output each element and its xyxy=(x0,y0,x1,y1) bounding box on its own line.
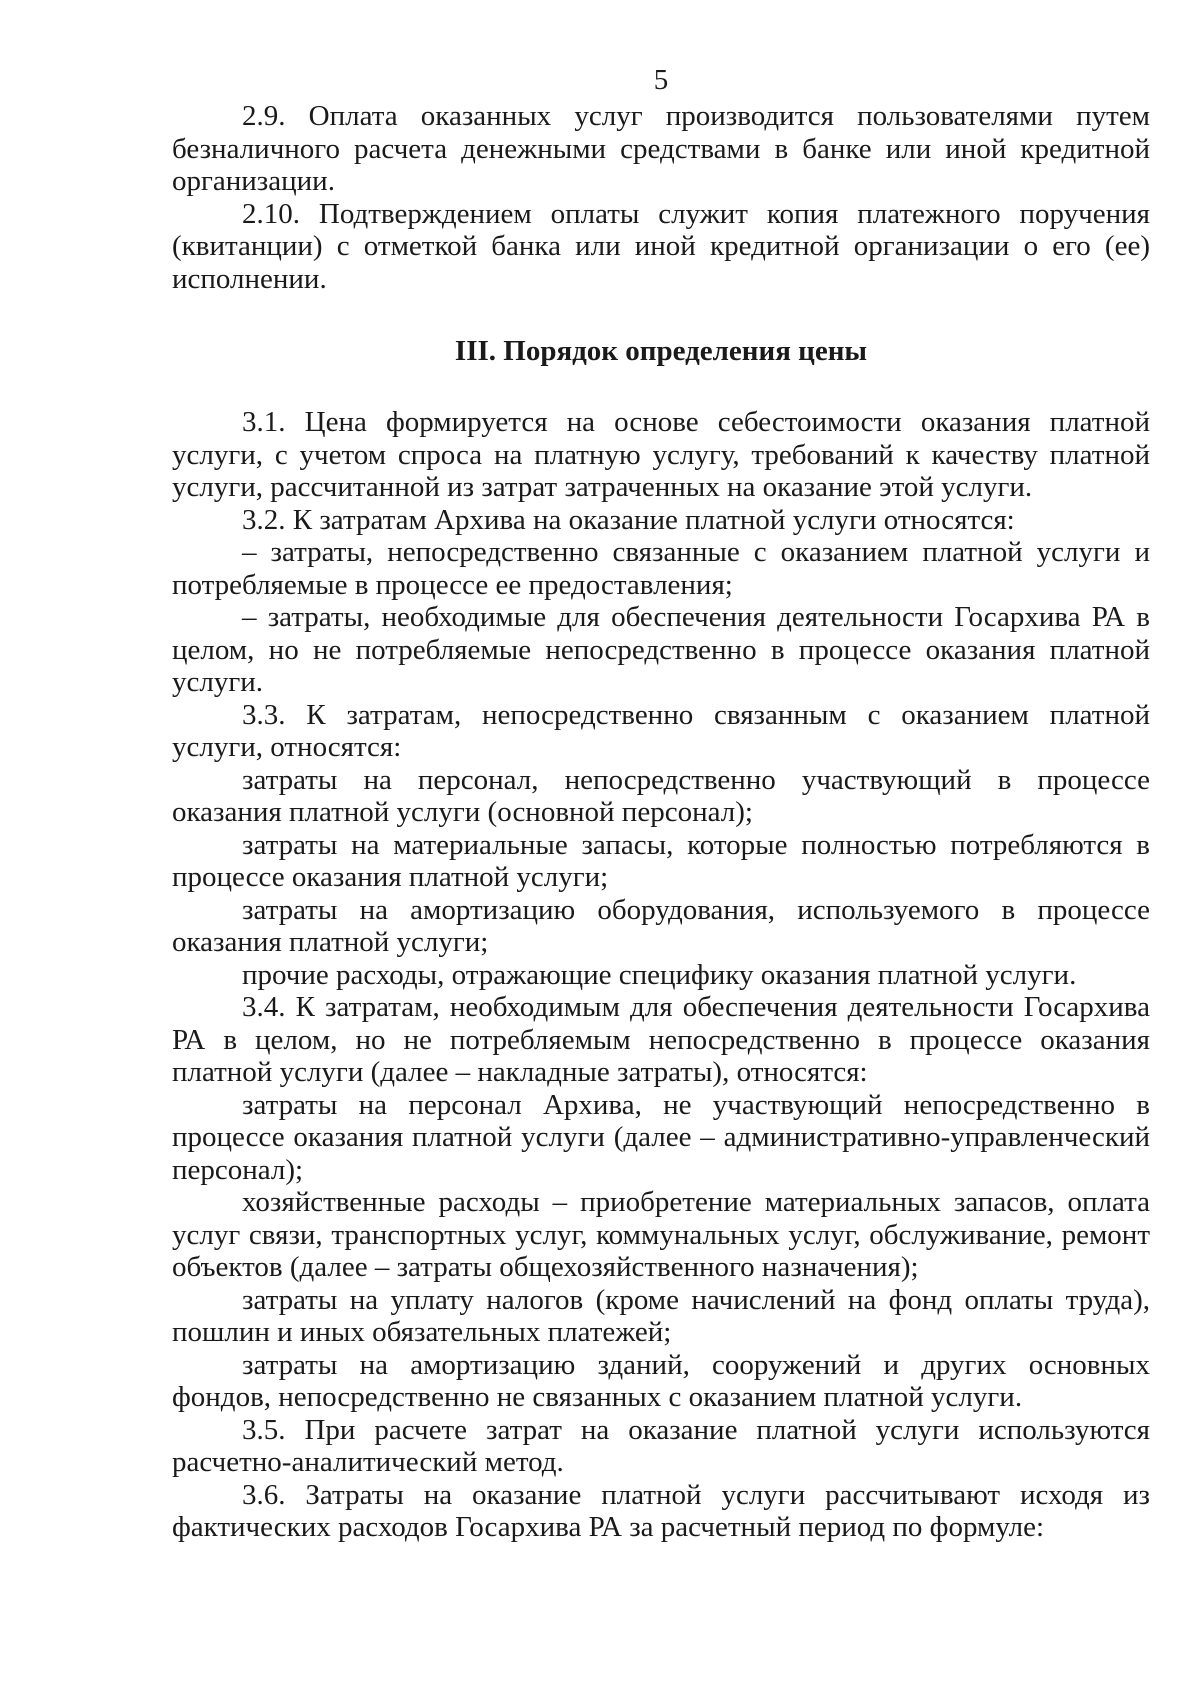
document-page xyxy=(172,64,1150,1544)
paragraph-3-1: 3.1. Цена формируется на основе себестоимости оказания платной услуги, с учетом спроса на платную услугу, требований к качеству платной услуги, рассчитанной из затрат затраченных на оказание этой услуги. xyxy=(172,406,1150,503)
paragraph-3-6: 3.6. Затраты на оказание платной услуги рассчитывают исходя из фактических расходов Госархива РА за расчетный период по формуле: xyxy=(172,1478,1150,1543)
paragraph-3-2: 3.2. К затратам Архива на оказание платной услуги относятся: xyxy=(242,503,1015,536)
list-item-personnel-costs: затраты на персонал, непосредственно участвующий в процессе оказания платной услуги (основной персонал); xyxy=(172,763,1150,828)
section-heading: III. Порядок определения цены xyxy=(454,335,868,367)
paragraph-2-9: 2.9. Оплата оказанных услуг производится пользователями путем безналичного расчета денежными средствами в банке или иной кредитной организации. xyxy=(172,100,1150,197)
list-item-taxes: затраты на уплату налогов (кроме начислений на фонд оплаты труда), пошлин и иных обязательных платежей; xyxy=(172,1283,1150,1348)
paragraph-3-4: 3.4. К затратам, необходимым для обеспечения деятельности Госархива РА в целом, но не потребляемым непосредственно в процессе оказания платной услуги (далее – накладные затраты), относятся: xyxy=(172,991,1150,1088)
list-item-buildings-amortization: затраты на амортизацию зданий, сооружений и других основных фондов, непосредственно не связанных с оказанием платной услуги. xyxy=(172,1348,1150,1413)
list-item-admin-personnel: затраты на персонал Архива, не участвующий непосредственно в процессе оказания платной услуги (далее – административно-управленческий персонал); xyxy=(172,1088,1150,1186)
list-item-general-costs: – затраты, необходимые для обеспечения деятельности Госархива РА в целом, но не потребляемые непосредственно в процессе оказания платной услуги. xyxy=(172,601,1150,698)
paragraph-3-3: 3.3. К затратам, непосредственно связанным с оказанием платной услуги, относятся: xyxy=(172,698,1150,763)
list-item-equipment-amortization: затраты на амортизацию оборудования, используемого в процессе оказания платной услуги; xyxy=(172,893,1150,958)
list-item-materials-costs: затраты на материальные запасы, которые полностью потребляются в процессе оказания платной услуги; xyxy=(172,828,1150,893)
paragraph-2-10: 2.10. Подтверждением оплаты служит копия платежного поручения (квитанции) с отметкой банка или иной кредитной организации о его (ее) исполнении. xyxy=(172,197,1150,295)
paragraph-3-5: 3.5. При расчете затрат на оказание платной услуги используются расчетно-аналитический метод. xyxy=(172,1413,1150,1478)
list-item-household-expenses: хозяйственные расходы – приобретение материальных запасов, оплата услуг связи, транспортных услуг, коммунальных услуг, обслуживание, ремонт объектов (далее – затраты общехозяйственного назначения); xyxy=(172,1186,1150,1283)
list-item-other-expenses: прочие расходы, отражающие специфику оказания платной услуги. xyxy=(242,958,1077,991)
page-number: 5 xyxy=(653,64,669,96)
list-item-direct-costs: – затраты, непосредственно связанные с оказанием платной услуги и потребляемые в процессе ее предоставления; xyxy=(172,536,1150,601)
